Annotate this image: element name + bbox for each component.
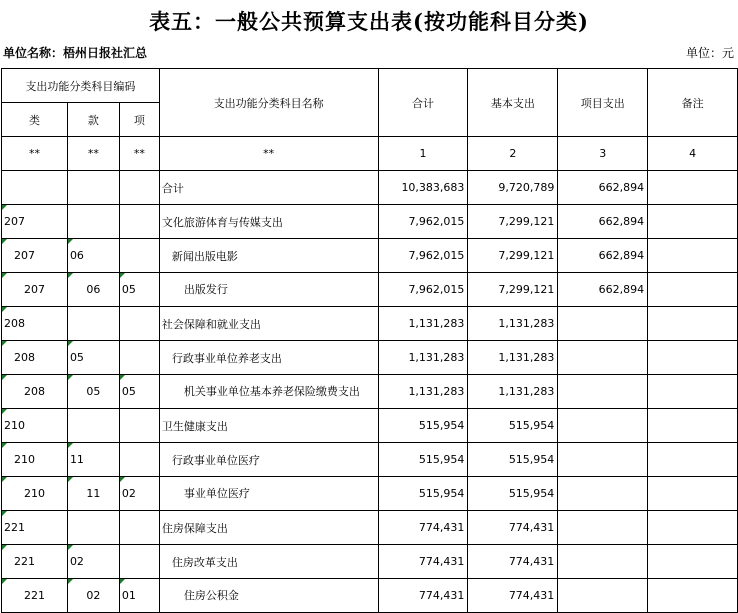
subject-name-cell-text: 行政事业单位养老支出	[171, 351, 282, 365]
header-total: 合计	[378, 69, 468, 137]
cell-marker-icon	[2, 511, 7, 516]
xiang-cell	[119, 375, 159, 409]
xiang-cell	[119, 239, 159, 273]
table-row	[2, 205, 738, 239]
subject-name-cell	[159, 511, 378, 545]
index-cell: **	[67, 137, 119, 171]
basic-cell	[468, 239, 558, 273]
kuan-cell-text: 05	[69, 351, 84, 364]
xiang-cell	[119, 307, 159, 341]
table-row	[2, 171, 738, 205]
lei-cell	[2, 409, 68, 443]
subject-name-cell	[159, 375, 378, 409]
cell-marker-icon	[2, 409, 7, 414]
basic-cell-text: 515,954	[508, 453, 555, 466]
budget-expenditure-table	[1, 68, 738, 613]
lei-cell	[2, 341, 68, 375]
lei-cell	[2, 375, 68, 409]
remark-cell	[648, 443, 738, 477]
basic-cell-text: 1,131,283	[498, 317, 555, 330]
project-cell	[558, 239, 648, 273]
remark-cell	[648, 171, 738, 205]
index-row	[2, 137, 738, 171]
basic-cell-text: 1,131,283	[498, 385, 555, 398]
cell-marker-icon	[2, 375, 7, 380]
basic-cell	[468, 409, 558, 443]
lei-cell	[2, 171, 68, 205]
table-row	[2, 511, 738, 545]
cell-marker-icon	[68, 341, 73, 346]
remark-cell	[648, 579, 738, 613]
table-row	[2, 409, 738, 443]
basic-cell	[468, 341, 558, 375]
total-cell	[378, 375, 468, 409]
project-cell	[558, 307, 648, 341]
basic-cell	[468, 307, 558, 341]
total-cell	[378, 205, 468, 239]
header-subject-name: 支出功能分类科目名称	[159, 69, 378, 137]
total-cell	[378, 477, 468, 511]
project-cell	[558, 511, 648, 545]
total-cell-text: 7,962,015	[408, 215, 465, 228]
header-code-group: 支出功能分类科目编码	[2, 69, 160, 103]
total-cell-text: 774,431	[418, 521, 465, 534]
kuan-cell-text: 11	[69, 453, 84, 466]
remark-cell	[648, 307, 738, 341]
basic-cell-text: 774,431	[508, 521, 555, 534]
subject-name-cell	[159, 307, 378, 341]
project-cell-text: 662,894	[598, 283, 645, 296]
total-cell-text: 10,383,683	[401, 181, 465, 194]
kuan-cell	[67, 171, 119, 205]
basic-cell-text: 515,954	[508, 419, 555, 432]
kuan-cell-text: 06	[86, 283, 101, 296]
xiang-cell	[119, 273, 159, 307]
subject-name-cell	[159, 273, 378, 307]
subject-name-cell-text: 机关事业单位基本养老保险缴费支出	[183, 385, 360, 398]
lei-cell	[2, 307, 68, 341]
subject-name-cell	[159, 171, 378, 205]
lei-cell-text: 208	[23, 385, 45, 398]
lei-cell	[2, 511, 68, 545]
total-cell	[378, 409, 468, 443]
remark-cell	[648, 409, 738, 443]
project-cell	[558, 205, 648, 239]
basic-cell-text: 774,431	[508, 555, 555, 568]
kuan-cell	[67, 477, 119, 511]
kuan-cell	[67, 443, 119, 477]
project-cell	[558, 409, 648, 443]
total-cell	[378, 341, 468, 375]
xiang-cell	[119, 205, 159, 239]
basic-cell	[468, 375, 558, 409]
remark-cell	[648, 341, 738, 375]
lei-cell-text: 208	[4, 317, 25, 330]
xiang-cell	[119, 409, 159, 443]
total-cell-text: 1,131,283	[408, 351, 465, 364]
subject-name-cell	[159, 409, 378, 443]
total-cell-text: 7,962,015	[408, 283, 465, 296]
lei-cell-text: 210	[14, 453, 35, 466]
subject-name-cell	[159, 341, 378, 375]
cell-marker-icon	[2, 579, 7, 584]
total-cell-text: 1,131,283	[408, 385, 465, 398]
total-cell-text: 7,962,015	[408, 249, 465, 262]
xiang-cell-text: 02	[121, 487, 136, 500]
subject-name-cell	[159, 205, 378, 239]
total-cell-text: 774,431	[418, 555, 465, 568]
xiang-cell	[119, 341, 159, 375]
cell-marker-icon	[68, 579, 73, 584]
subject-name-cell	[159, 239, 378, 273]
basic-cell	[468, 273, 558, 307]
header-lei: 类	[2, 103, 68, 137]
basic-cell	[468, 545, 558, 579]
project-cell	[558, 375, 648, 409]
xiang-cell-text: 05	[121, 385, 136, 398]
lei-cell	[2, 477, 68, 511]
project-cell	[558, 579, 648, 613]
basic-cell-text: 9,720,789	[498, 181, 555, 194]
table-row	[2, 307, 738, 341]
cell-marker-icon	[2, 477, 7, 482]
kuan-cell-text: 02	[86, 589, 101, 602]
xiang-cell-text: 05	[121, 283, 136, 296]
subject-name-cell-text: 住房公积金	[183, 589, 239, 602]
kuan-cell-text: 11	[86, 487, 101, 500]
lei-cell-text: 207	[14, 249, 35, 262]
lei-cell	[2, 443, 68, 477]
cell-marker-icon	[2, 205, 7, 210]
kuan-cell-text: 02	[69, 555, 84, 568]
project-cell-text: 662,894	[598, 215, 645, 228]
total-cell-text: 515,954	[418, 487, 465, 500]
subject-name-cell-text: 住房保障支出	[161, 521, 228, 535]
basic-cell	[468, 171, 558, 205]
subject-name-cell-text: 文化旅游体育与传媒支出	[161, 215, 283, 229]
table-row	[2, 477, 738, 511]
total-cell-text: 1,131,283	[408, 317, 465, 330]
subject-name-cell-text: 住房改革支出	[171, 555, 238, 569]
lei-cell	[2, 205, 68, 239]
kuan-cell	[67, 511, 119, 545]
basic-cell	[468, 205, 558, 239]
subject-name-cell	[159, 477, 378, 511]
basic-cell-text: 7,299,121	[498, 283, 555, 296]
kuan-cell	[67, 205, 119, 239]
subject-name-cell-text: 卫生健康支出	[161, 419, 228, 433]
lei-cell-text: 221	[14, 555, 35, 568]
project-cell	[558, 477, 648, 511]
kuan-cell-text: 06	[69, 249, 84, 262]
lei-cell	[2, 545, 68, 579]
total-cell-text: 515,954	[418, 453, 465, 466]
remark-cell	[648, 545, 738, 579]
cell-marker-icon	[68, 239, 73, 244]
header-kuan: 款	[67, 103, 119, 137]
total-cell	[378, 239, 468, 273]
total-cell-text: 774,431	[418, 589, 465, 602]
basic-cell	[468, 477, 558, 511]
cell-marker-icon	[120, 579, 125, 584]
remark-cell	[648, 477, 738, 511]
basic-cell	[468, 579, 558, 613]
cell-marker-icon	[68, 443, 73, 448]
index-cell: 3	[558, 137, 648, 171]
table-row	[2, 239, 738, 273]
subject-name-cell-text: 出版发行	[183, 283, 228, 296]
basic-cell	[468, 511, 558, 545]
lei-cell-text: 221	[4, 521, 25, 534]
unit-name-label: 单位名称：梧州日报社汇总	[3, 46, 148, 60]
remark-cell	[648, 239, 738, 273]
remark-cell	[648, 511, 738, 545]
lei-cell	[2, 579, 68, 613]
xiang-cell-text: 01	[121, 589, 136, 602]
project-cell	[558, 273, 648, 307]
table-title: 表五：一般公共预算支出表(按功能科目分类)	[149, 9, 589, 34]
cell-marker-icon	[68, 545, 73, 550]
kuan-cell	[67, 307, 119, 341]
subject-name-cell-text: 行政事业单位医疗	[171, 453, 260, 467]
lei-cell-text: 207	[4, 215, 25, 228]
xiang-cell	[119, 477, 159, 511]
table-row	[2, 273, 738, 307]
lei-cell-text: 210	[23, 487, 45, 500]
lei-cell-text: 210	[4, 419, 25, 432]
total-cell	[378, 545, 468, 579]
subject-name-cell	[159, 443, 378, 477]
subject-name-cell	[159, 579, 378, 613]
subject-name-cell-text: 社会保障和就业支出	[161, 317, 261, 331]
total-cell	[378, 511, 468, 545]
cell-marker-icon	[68, 375, 73, 380]
cell-marker-icon	[120, 477, 125, 482]
basic-cell	[468, 443, 558, 477]
lei-cell-text: 207	[23, 283, 45, 296]
index-cell: **	[119, 137, 159, 171]
remark-cell	[648, 273, 738, 307]
table-row	[2, 341, 738, 375]
subject-name-cell-text: 合计	[161, 181, 184, 195]
cell-marker-icon	[2, 239, 7, 244]
total-cell	[378, 273, 468, 307]
kuan-cell	[67, 545, 119, 579]
project-cell	[558, 545, 648, 579]
index-cell: **	[159, 137, 378, 171]
xiang-cell	[119, 511, 159, 545]
header-basic: 基本支出	[468, 69, 558, 137]
total-cell	[378, 171, 468, 205]
currency-unit-label: 单位：元	[685, 46, 734, 60]
index-cell: 1	[378, 137, 468, 171]
kuan-cell	[67, 239, 119, 273]
subject-name-cell	[159, 545, 378, 579]
header-project: 项目支出	[558, 69, 648, 137]
project-cell	[558, 171, 648, 205]
remark-cell	[648, 375, 738, 409]
basic-cell-text: 7,299,121	[498, 215, 555, 228]
lei-cell	[2, 273, 68, 307]
xiang-cell	[119, 171, 159, 205]
table-row	[2, 579, 738, 613]
basic-cell-text: 1,131,283	[498, 351, 555, 364]
cell-marker-icon	[2, 307, 7, 312]
cell-marker-icon	[120, 375, 125, 380]
total-cell	[378, 579, 468, 613]
xiang-cell	[119, 545, 159, 579]
basic-cell-text: 7,299,121	[498, 249, 555, 262]
cell-marker-icon	[2, 545, 7, 550]
lei-cell-text: 208	[14, 351, 35, 364]
index-cell: 2	[468, 137, 558, 171]
cell-marker-icon	[68, 477, 73, 482]
kuan-cell-text: 05	[86, 385, 101, 398]
cell-marker-icon	[120, 273, 125, 278]
kuan-cell	[67, 579, 119, 613]
subject-name-cell-text: 新闻出版电影	[171, 249, 238, 263]
project-cell	[558, 341, 648, 375]
cell-marker-icon	[2, 443, 7, 448]
cell-marker-icon	[2, 341, 7, 346]
total-cell	[378, 307, 468, 341]
basic-cell-text: 774,431	[508, 589, 555, 602]
xiang-cell	[119, 579, 159, 613]
total-cell-text: 515,954	[418, 419, 465, 432]
kuan-cell	[67, 273, 119, 307]
table-row	[2, 545, 738, 579]
table-row	[2, 443, 738, 477]
total-cell	[378, 443, 468, 477]
project-cell-text: 662,894	[598, 249, 645, 262]
kuan-cell	[67, 341, 119, 375]
remark-cell	[648, 205, 738, 239]
index-cell: 4	[648, 137, 738, 171]
xiang-cell	[119, 443, 159, 477]
index-cell: **	[2, 137, 68, 171]
lei-cell	[2, 239, 68, 273]
project-cell-text: 662,894	[598, 181, 645, 194]
lei-cell-text: 221	[23, 589, 45, 602]
basic-cell-text: 515,954	[508, 487, 555, 500]
project-cell	[558, 443, 648, 477]
header-xiang: 项	[119, 103, 159, 137]
kuan-cell	[67, 409, 119, 443]
table-row	[2, 375, 738, 409]
cell-marker-icon	[2, 273, 7, 278]
header-remark: 备注	[648, 69, 738, 137]
kuan-cell	[67, 375, 119, 409]
subject-name-cell-text: 事业单位医疗	[183, 487, 250, 500]
cell-marker-icon	[68, 273, 73, 278]
